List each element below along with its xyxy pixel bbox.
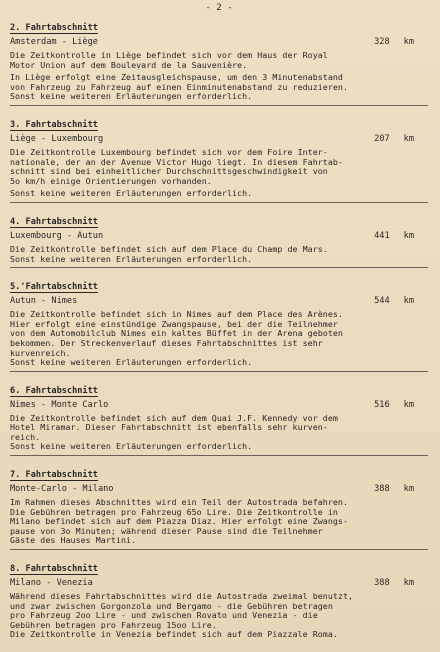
section-divider [10, 202, 428, 203]
section-title: 8. Fahrtabschnitt [10, 564, 98, 575]
distance-value: 388 [374, 484, 390, 495]
route-line [10, 296, 428, 307]
route-distance [374, 296, 428, 307]
distance-unit: km [403, 578, 414, 589]
distance-unit: km [403, 399, 414, 410]
route-distance [374, 37, 428, 48]
route-name: Nimes - Monte Carlo [10, 399, 109, 410]
section-paragraph: Im Rahmen dieses Abschnittes wird ein Teil der Autostrada befahren. Die Gebühren betragen pro Fahrzeug 65o Lire. Die Zeitkontrolle in Milano befindet sich auf dem Piazza Diaz. Hier erfolgt eine Zwangs- pause von 3o Minuten; während dieser Pause sind die Teilnehmer Gäste des Hauses Martini. [10, 497, 349, 546]
route-name: Luxembourg - Autun [10, 230, 104, 241]
distance-unit: km [403, 230, 414, 241]
section-paragraph: In Liège erfolgt eine Zeitausgleichspause, um den 3 Minutenabstand von Fahrzeug zu Fahrzeug auf einen Einminutenabstand zu reduzieren. Sonst keine weiteren Erläuterungen erforderlich. [10, 72, 349, 102]
distance-unit: km [403, 484, 414, 495]
route-distance [374, 134, 428, 145]
section-paragraph: Die Zeitkontrolle befindet sich in Nimes auf dem Place des Arènes. Hier erfolgt eine einstündige Zwangspause, bei der die Teilnehmer von dem Automobilclub Nimes ein kaltes Büffet in der Arena geboten bekommen. Der Streckenverlauf dieses Fahrtabschnittes ist sehr kurvenreich. Sonst keine weiteren Erläuterungen erforderlich. [10, 309, 343, 368]
section-divider [10, 267, 428, 268]
distance-unit: km [403, 37, 414, 47]
distance-value: 516 [374, 399, 390, 410]
section [10, 112, 428, 203]
route-line [10, 484, 428, 495]
section-title: 5.'Fahrtabschnitt [10, 282, 98, 293]
section-title: 4. Fahrtabschnitt [10, 216, 98, 227]
route-line [10, 231, 428, 242]
section-divider [10, 105, 428, 106]
route-line [10, 37, 428, 48]
page-number: - 2 - [205, 3, 233, 13]
sections-container [10, 15, 428, 640]
section-title: 2. Fahrtabschnitt [10, 23, 98, 33]
route-distance [374, 484, 428, 495]
distance-unit: km [403, 133, 414, 144]
route-distance [374, 578, 428, 589]
route-name: Liège - Luxembourg [10, 133, 104, 144]
distance-value: 441 [374, 230, 390, 241]
route-name: Milano - Venezia [10, 578, 93, 589]
distance-value: 388 [374, 578, 390, 589]
route-line [10, 134, 428, 145]
section-divider [10, 455, 428, 456]
section [10, 556, 428, 640]
section [10, 274, 428, 372]
section-paragraph: Die Zeitkontrolle Luxembourg befindet sich vor dem Foire Inter- nationale, der an der Avenue Victor Hugo liegt. In diesem Fahrtab- schnitt sind bei einheitlicher Durchschnittsgeschwindigkeit von 5o km/h einige Orientierungen vorhanden. [10, 146, 343, 186]
section-divider [10, 371, 428, 372]
section-paragraph: Die Zeitkontrolle befindet sich auf dem Quai J.F. Kennedy vor dem Hotel Miramar. Dieser Fahrtabschnitt ist ebenfalls sehr kurven- reich. Sonst keine weiteren Erläuterungen erforderlich. [10, 412, 338, 452]
route-line [10, 578, 428, 589]
section-divider [10, 549, 428, 550]
section [10, 462, 428, 550]
section-paragraph: Die Zeitkontrolle befindet sich auf dem Place du Champ de Mars. Sonst keine weiteren Erläuterungen erforderlich. [10, 243, 328, 264]
section-paragraph: Während dieses Fahrtabschnittes wird die Autostrada zweimal benutzt, und zwar zwischen Gorgonzola und Bergamo - die Gebühren betragen pro Fahrzeug 2oo Lire - und zwischen Rovato und Venezia - die Gebühren betragen pro Fahrzeug 15oo Lire. Die Zeitkontrolle in Venezia befindet sich auf dem Piazzale Roma. [10, 591, 354, 640]
route-distance [374, 400, 428, 411]
section [10, 209, 428, 268]
section-paragraph: Die Zeitkontrolle in Liège befindet sich vor dem Haus der Royal Motor Union auf dem Boulevard de la Sauvenière. [10, 50, 328, 70]
section-title: 3. Fahrtabschnitt [10, 119, 98, 130]
section-title: 6. Fahrtabschnitt [10, 385, 98, 396]
route-name: Amsterdam - Liège [10, 37, 98, 47]
distance-value: 328 [374, 37, 390, 47]
route-name: Autun - Nimes [10, 296, 78, 307]
section [10, 378, 428, 456]
distance-unit: km [403, 296, 414, 307]
distance-value: 207 [374, 133, 390, 144]
section-title: 7. Fahrtabschnitt [10, 470, 98, 481]
route-distance [374, 231, 428, 242]
section [10, 15, 428, 106]
route-line [10, 400, 428, 411]
section-paragraph: Sonst keine weiteren Erläuterungen erforderlich. [10, 188, 253, 199]
route-name: Monte-Carlo - Milano [10, 484, 114, 495]
distance-value: 544 [374, 296, 390, 307]
